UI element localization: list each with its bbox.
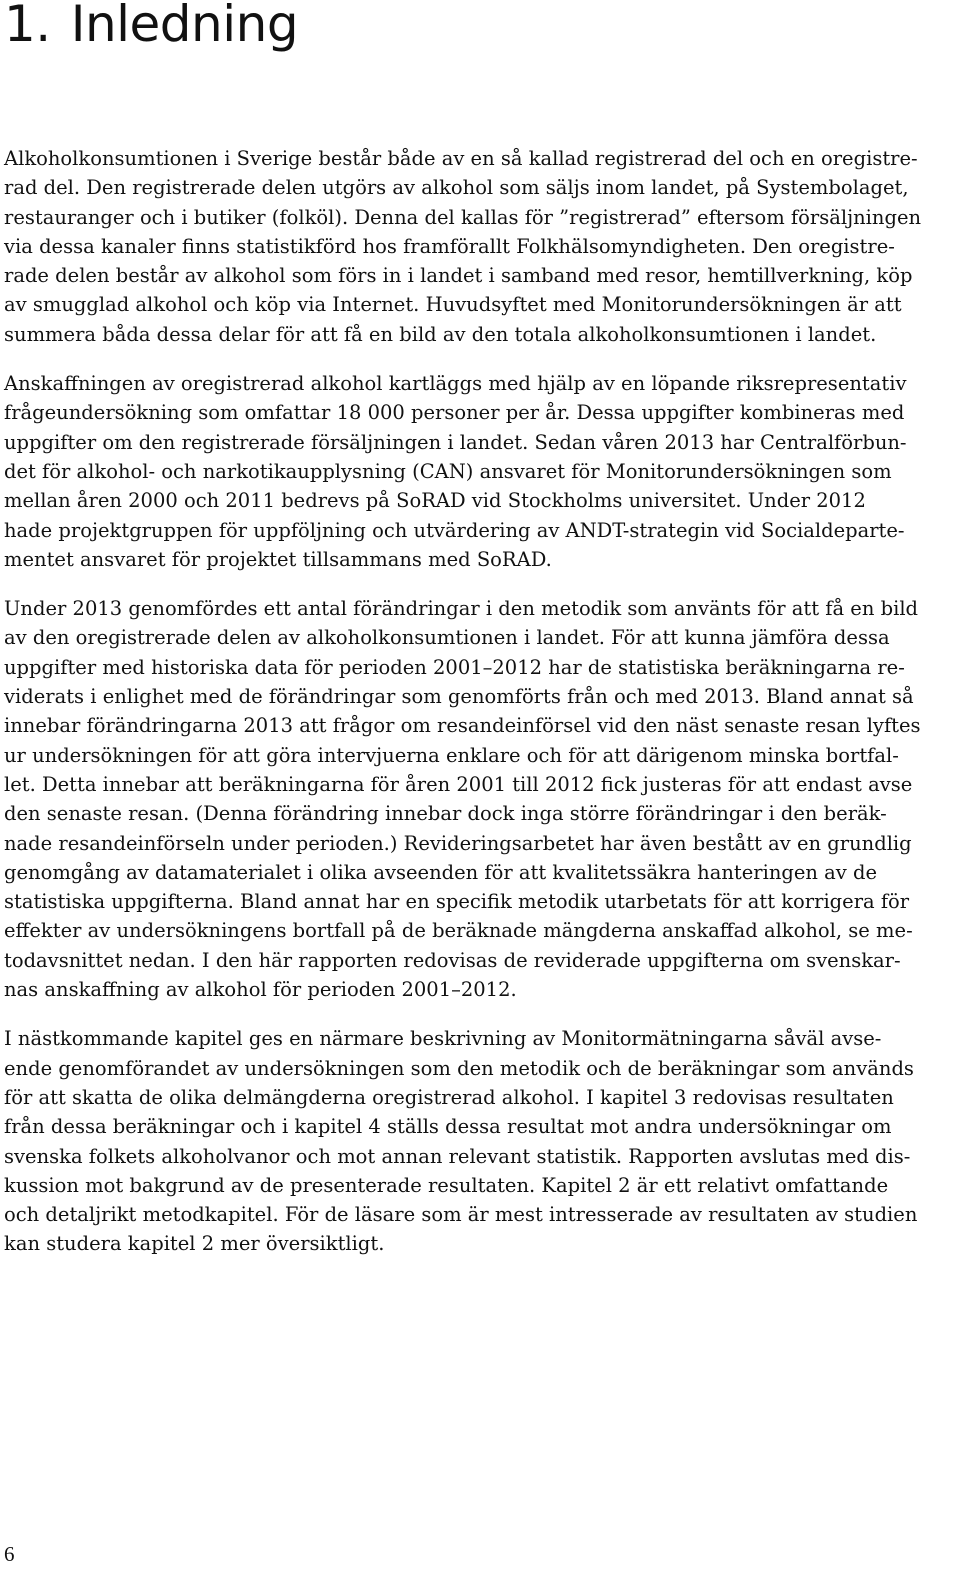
text-line: effekter av undersökningens bortfall på de beräknade mängderna anskaffad alkohol, se me- (4, 919, 913, 943)
text-line: I nästkommande kapitel ges en närmare beskrivning av Monitormätningarna såväl avse- (4, 1027, 882, 1051)
text-line: Anskaffningen av oregistrerad alkohol kartläggs med hjälp av en löpande riksrepresentativ (4, 372, 907, 396)
text-line: svenska folkets alkoholvanor och mot annan relevant statistik. Rapporten avslutas med dis- (4, 1144, 911, 1168)
text-line: nas anskaffning av alkohol för perioden 2001–2012. (4, 978, 517, 1002)
text-line: let. Detta innebar att beräkningarna för åren 2001 till 2012 fick justeras för att endast avse (4, 772, 913, 796)
text-line: todavsnittet nedan. I den här rapporten redovisas de reviderade uppgifterna om svenskar- (4, 948, 901, 972)
chapter-number: 1. (4, 0, 51, 53)
chapter-title: Inledning (70, 0, 299, 53)
text-line: av smugglad alkohol och köp via Internet. Huvudsyftet med Monitorundersökningen är att (4, 293, 902, 317)
text-line: av den oregistrerade delen av alkoholkonsumtionen i landet. För att kunna jämföra dessa (4, 626, 890, 650)
text-line: ende genomförandet av undersökningen som den metodik och de beräkningar som används (4, 1056, 914, 1080)
text-line: mellan åren 2000 och 2011 bedrevs på SoRAD vid Stockholms universitet. Under 2012 (4, 489, 866, 513)
text-line: från dessa beräkningar och i kapitel 4 ställs dessa resultat mot andra undersökningar om (4, 1115, 892, 1139)
text-line: kussion mot bakgrund av de presenterade resultaten. Kapitel 2 är ett relativt omfattande (4, 1173, 889, 1197)
text-line: via dessa kanaler finns statistikförd hos framförallt Folkhälsomyndigheten. Den oregistre- (4, 234, 895, 258)
text-line: kan studera kapitel 2 mer översiktligt. (4, 1232, 385, 1256)
text-line: hade projektgruppen för uppföljning och utvärdering av ANDT-strategin vid Socialdeparte- (4, 518, 905, 542)
text-line: rade delen består av alkohol som förs in i landet i samband med resor, hemtillverkning, köp (4, 264, 913, 288)
paragraph (4, 1024, 960, 1258)
text-line: för att skatta de olika delmängderna oregistrerad alkohol. I kapitel 3 redovisas resultaten (4, 1085, 894, 1109)
chapter-heading (4, 0, 298, 54)
page-number: 6 (4, 1542, 15, 1566)
text-line: uppgifter om den registrerade försäljningen i landet. Sedan våren 2013 har Centralförbun- (4, 430, 907, 454)
text-line: summera båda dessa delar för att få en bild av den totala alkoholkonsumtionen i landet. (4, 322, 877, 346)
paragraph (4, 369, 960, 574)
text-line: Alkoholkonsumtionen i Sverige består både av en så kallad registrerad del och en oregistre- (4, 147, 918, 170)
text-line: restauranger och i butiker (folköl). Denna del kallas för ”registrerad” eftersom försäljningen (4, 205, 922, 229)
text-line: frågeundersökning som omfattar 18 000 personer per år. Dessa uppgifter kombineras med (4, 401, 905, 425)
paragraph (4, 594, 960, 1004)
text-line: ur undersökningen för att göra intervjuerna enklare och för att därigenom minska bortfal- (4, 743, 899, 767)
text-line: Under 2013 genomfördes ett antal förändringar i den metodik som använts för att få en bild (4, 597, 919, 621)
body-text (4, 144, 960, 1279)
paragraph (4, 144, 960, 349)
text-line: viderats i enlighet med de förändringar som genomförts från och med 2013. Bland annat så (4, 685, 914, 709)
text-line: innebar förändringarna 2013 att frågor om resandeinförsel vid den näst senaste resan lyftes (4, 714, 921, 738)
text-line: den senaste resan. (Denna förändring innebar dock inga större förändringar i den beräk- (4, 802, 887, 826)
text-line: och detaljrikt metodkapitel. För de läsare som är mest intresserade av resultaten av studien (4, 1203, 918, 1227)
text-line: det för alkohol- och narkotikaupplysning (CAN) ansvaret för Monitorundersökningen som (4, 459, 892, 483)
text-line: rad del. Den registrerade delen utgörs av alkohol som säljs inom landet, på Systembolaget, (4, 176, 909, 200)
text-line: nade resandeinförseln under perioden.) Revideringsarbetet har även bestått av en grundlig (4, 831, 912, 855)
text-line: genomgång av datamaterialet i olika avseenden för att kvalitetssäkra hanteringen av de (4, 860, 878, 884)
text-line: statistiska uppgifterna. Bland annat har en specifik metodik utarbetats för att korrigera för (4, 890, 910, 914)
text-line: uppgifter med historiska data för perioden 2001–2012 har de statistiska beräkningarna re- (4, 655, 905, 679)
text-line: mentet ansvaret för projektet tillsammans med SoRAD. (4, 547, 552, 571)
